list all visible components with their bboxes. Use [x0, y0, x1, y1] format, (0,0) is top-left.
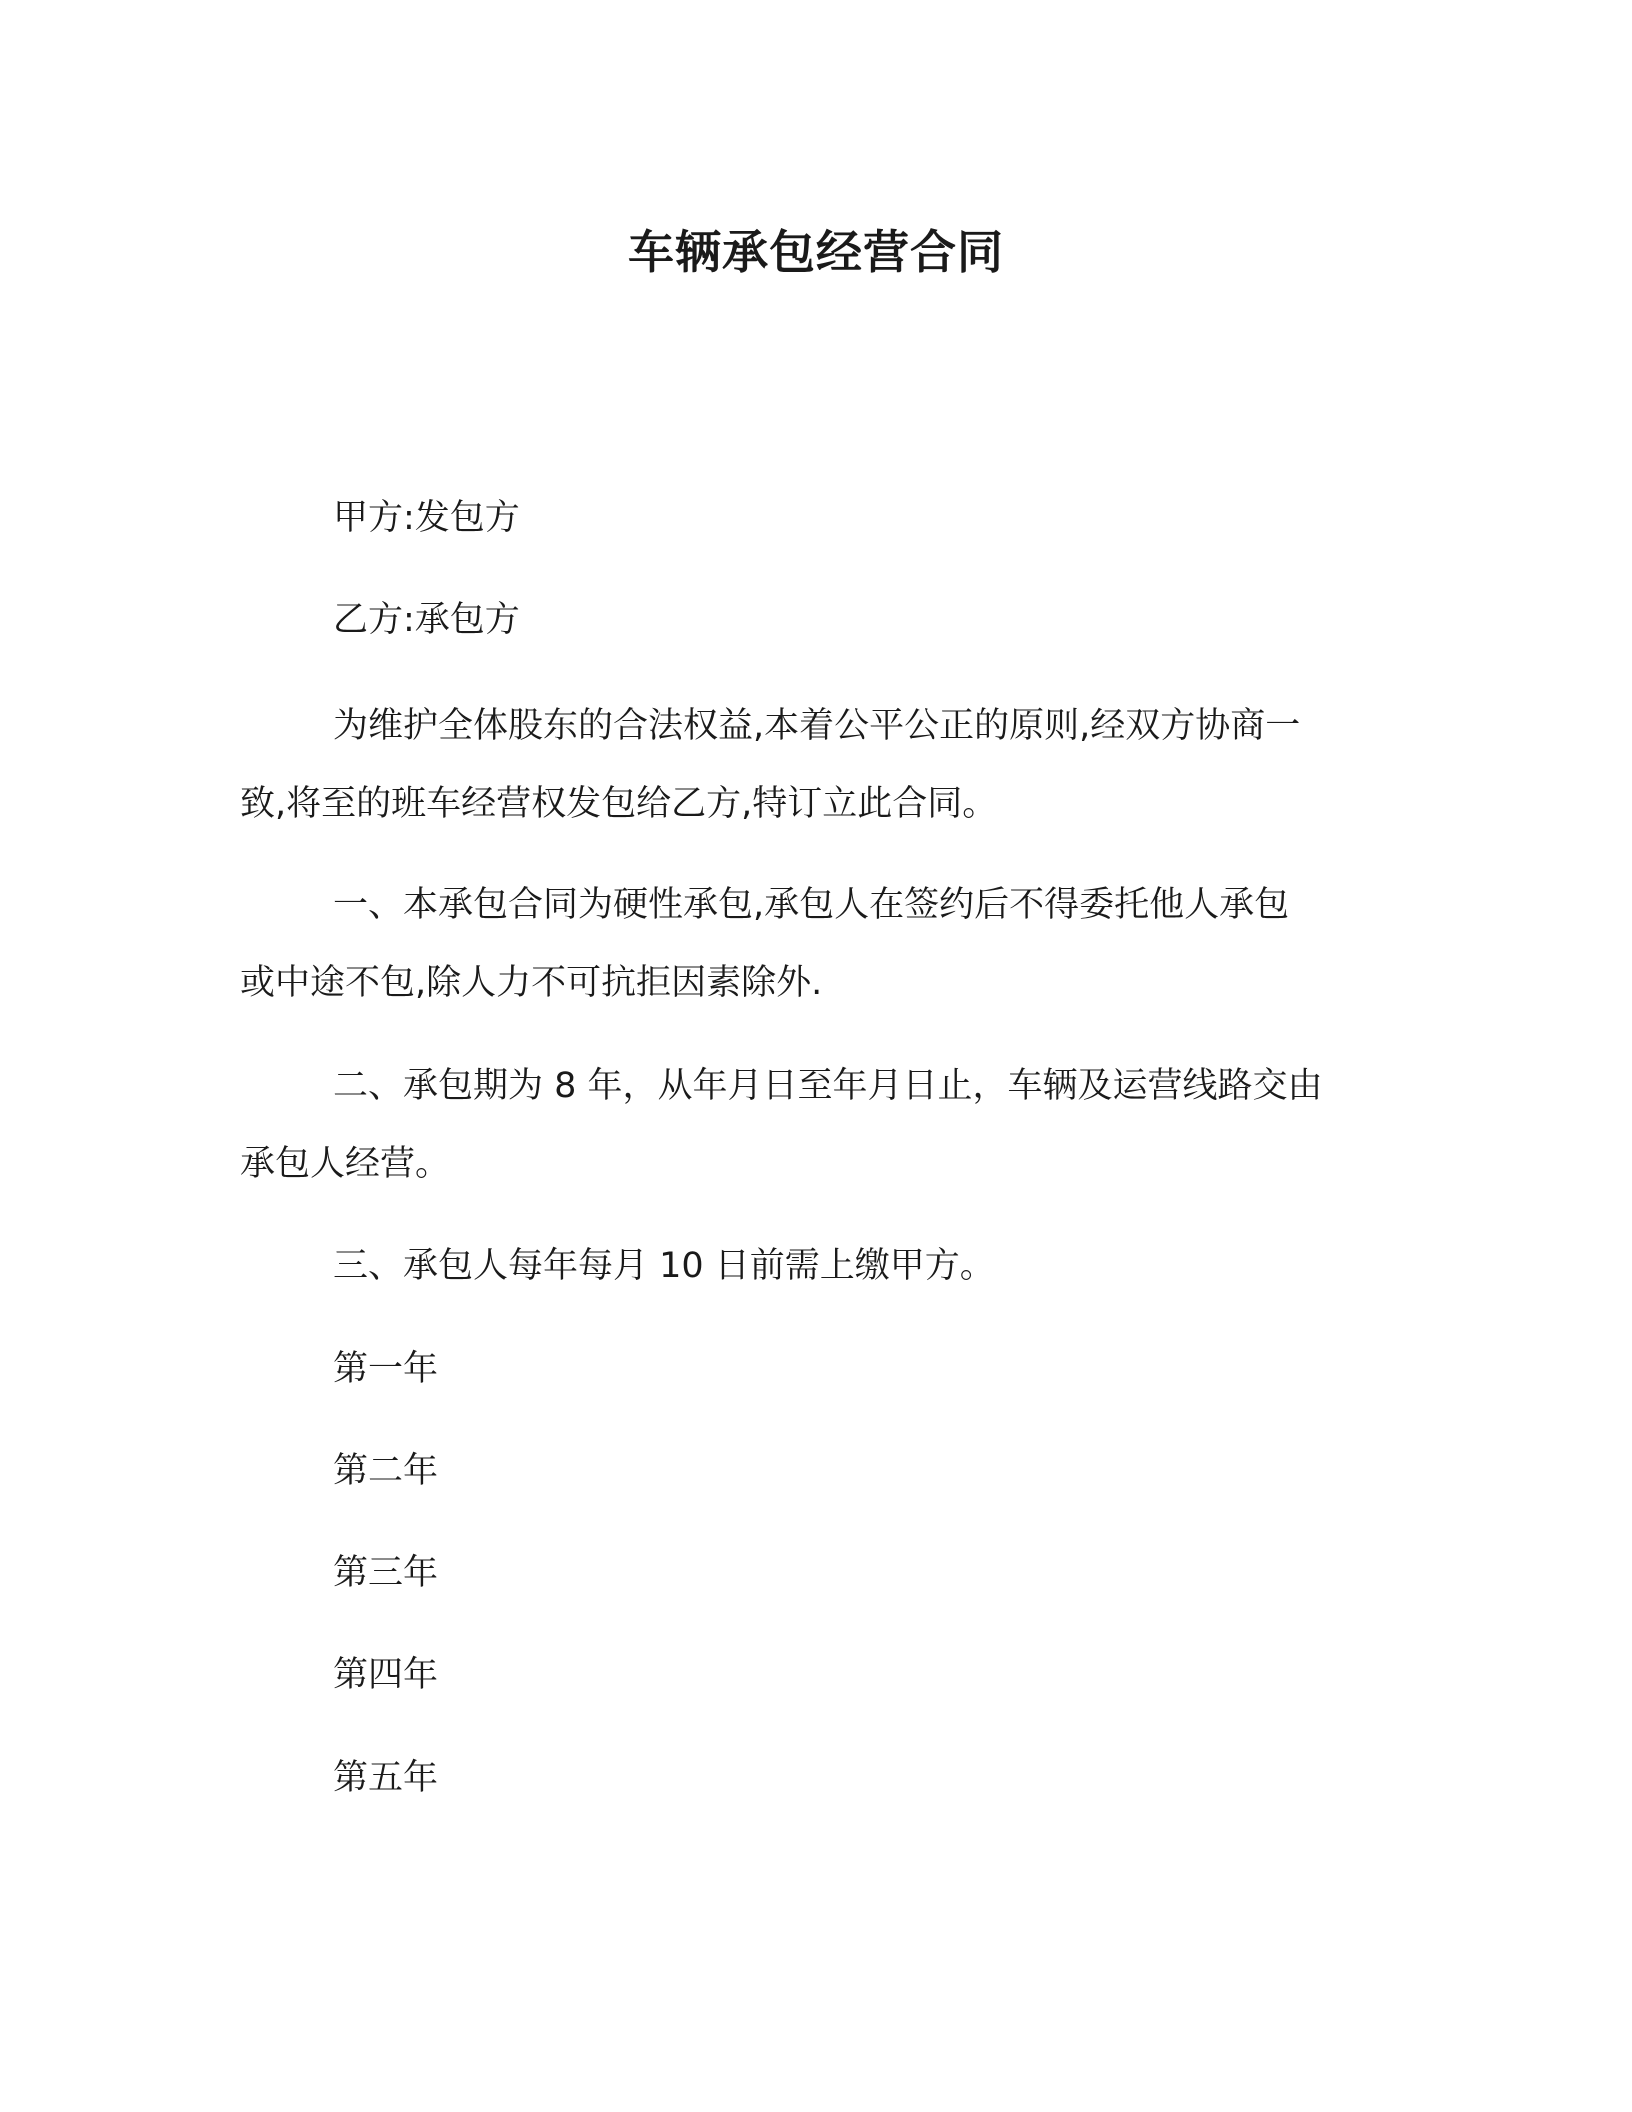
- clause-1-line-2: 或中途不包,除人力不可抗拒因素除外.: [240, 963, 823, 1003]
- year-4: 第四年: [333, 1655, 439, 1695]
- year-2: 第二年: [333, 1451, 439, 1491]
- party-b: 乙方:承包方: [333, 600, 520, 640]
- clause-3: 三、承包人每年每月 10 日前需上缴甲方。: [333, 1246, 995, 1286]
- party-a: 甲方:发包方: [333, 498, 520, 538]
- clause-1-line-1: 一、本承包合同为硬性承包,承包人在签约后不得委托他人承包: [333, 885, 1290, 925]
- year-1: 第一年: [333, 1349, 439, 1389]
- year-3: 第三年: [333, 1553, 439, 1593]
- year-5: 第五年: [333, 1758, 439, 1798]
- preamble-line-2: 致,将至的班车经营权发包给乙方,特订立此合同。: [240, 784, 998, 824]
- preamble-line-1: 为维护全体股东的合法权益,本着公平公正的原则,经双方协商一: [333, 706, 1301, 746]
- document-title: 车辆承包经营合同: [628, 225, 1004, 279]
- clause-2-line-2: 承包人经营。: [240, 1144, 451, 1184]
- clause-2-line-1: 二、承包期为 8 年，从年月日至年月日止，车辆及运营线路交由: [333, 1066, 1323, 1106]
